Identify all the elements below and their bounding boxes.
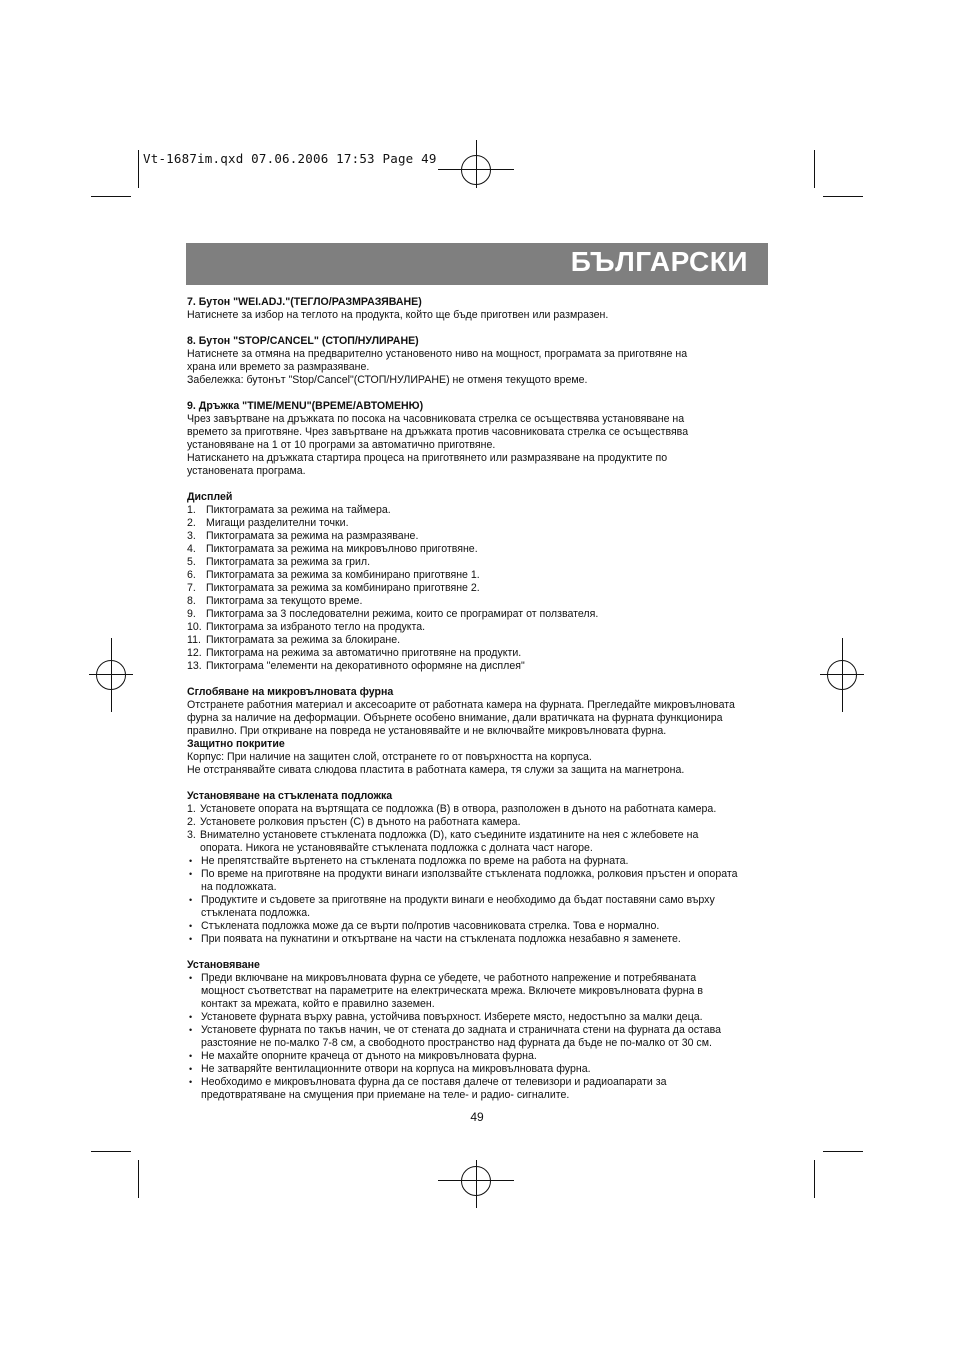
bullet-item: • Не затваряйте вентилационните отвори на корпуса на микровълновата фурна. (189, 1063, 591, 1075)
list-item: 3. Внимателно установете стъклената подложка (D), като съедините издатините на нея с жлебовете на опората. Никога не установявайте стъклената подложка с долната част нагоре. (187, 829, 699, 854)
paragraph: Чрез завъртване на дръжката по посока на часовниковата стрелка се осъществява установяване на (187, 413, 685, 425)
list-item: 2. Установете ролковия пръстен (C) в дъното на работната камера. (187, 816, 521, 828)
bullet-item: • Продуктите и съдовете за приготвяне на продукти винаги е необходимо да бъдат поставяни само върху стъклената подложка. (189, 894, 715, 919)
paragraph: Отстранете работния материал и аксесоарите от работната камера на фурната. Прегледайте микровълновата (187, 699, 735, 711)
bullet-item: • Не махайте опорните крачеца от дъното на микровълновата фурна. (189, 1050, 537, 1062)
paragraph: фурна за наличие на деформации. Обърнете особено внимание, дали вратичката на фурната функционира (187, 712, 723, 724)
paragraph: установената програма. (187, 465, 306, 477)
paragraph: Не отстранявайте сивата слюдова пластита в работната камера, тя служи за защита на магнетрона. (187, 764, 685, 776)
file-slug: Vt-1687im.qxd 07.06.2006 17:53 Page 49 (143, 151, 437, 166)
paragraph: Натискането на дръжката стартира процеса на приготвянето или размразяване на продуктите по (187, 452, 668, 464)
bullet-item: • При появата на пукнатини и откъртване на части на стъклената подложка незабавно я заменете. (189, 933, 681, 945)
section-heading: Установяване (187, 959, 260, 971)
list-item: 9. Пиктограма за 3 последователни режима, които се програмират от ползвателя. (187, 608, 599, 620)
section-heading: 7. Бутон "WEI.ADJ."(ТЕГЛО/РАЗМРАЗЯВАНЕ) (187, 296, 422, 308)
section-heading: Установяване на стъклената подложка (187, 790, 393, 802)
list-item: 1. Установете опората на въртящата се подложка (B) в отвора, разположен в дъното на работната камера. (187, 803, 717, 815)
bullet-item: • Не препятствайте въртенето на стъклената подложка по време на работа на фурната. (189, 855, 629, 867)
language-title: БЪЛГАРСКИ (570, 246, 748, 277)
list-item: 11. Пиктограмата за режима за блокиране. (187, 634, 401, 646)
list-item: 10. Пиктограма за избраното тегло на продукта. (187, 621, 426, 633)
list-item: 13. Пиктограма "елементи на декоративното оформяне на дисплея" (187, 660, 525, 672)
bullet-item: • Установете фурната върху равна, устойчива повърхност. Изберете място, недостъпно за малки деца. (189, 1011, 703, 1023)
section-heading: 8. Бутон "STOP/CANCEL" (СТОП/НУЛИРАНЕ) (187, 335, 419, 347)
bullet-item: • Преди включване на микровълновата фурна се убедете, че работното напрежение и потребяваната мощност съответстват на параметрите на електрическата мрежа. Включете микровълновата фурна в контакт за мрежата, който е правилно заземен. (189, 972, 704, 1010)
list-item: 5. Пиктограмата за режима за грил. (187, 556, 371, 568)
section-heading: 9. Дръжка "TIME/MENU"(ВРЕМЕ/АВТОМЕНЮ) (187, 400, 424, 412)
list-item: 8. Пиктограма за текущото време. (187, 595, 363, 607)
display-list (187, 504, 767, 673)
list-item: 6. Пиктограмата за режима за комбинирано приготвяне 1. (187, 569, 480, 581)
paragraph: храна или времето за размразяване. (187, 361, 370, 373)
paragraph: правилно. При откриване на повреда не установявайте и не включвайте микровълновата фурна. (187, 725, 667, 737)
list-item: 2. Мигащи разделителни точки. (187, 517, 349, 529)
page-content (187, 296, 767, 1102)
section-heading: Дисплей (187, 491, 233, 503)
bullet-item: • Установете фурната по такъв начин, че от стената до задната и страничната стени на фурната да остава разстояние не по-малко 7-8 см, а свободното пространство над фурната да бъде не по-малко от 30 см. (189, 1024, 722, 1049)
list-item: 7. Пиктограмата за режима за комбинирано приготвяне 2. (187, 582, 480, 594)
paragraph: Натиснете за избор на теглото на продукта, който ще бъде приготвен или размразен. (187, 309, 609, 321)
language-header-bar (186, 243, 768, 285)
list-item: 3. Пиктограмата за режима на размразяване. (187, 530, 419, 542)
note: Забележка: бутонът "Stop/Cancel"(СТОП/НУЛИРАНЕ) не отменя текущото време. (187, 374, 588, 386)
paragraph: Корпус: При наличие на защитен слой, отстранете го от повърхността на корпуса. (187, 751, 592, 763)
bullet-item: • По време на приготвяне на продукти винаги използвайте стъклената подложка, ролковия пръстен и опората на подложката. (189, 868, 738, 893)
list-item: 1. Пиктограмата за режима на таймера. (187, 504, 391, 516)
paragraph: Натиснете за отмяна на предварително установеното ниво на мощност, програмата за приготвяне на (187, 348, 688, 360)
sub-heading: Защитно покритие (187, 738, 285, 750)
list-item: 4. Пиктограмата за режима на микровълново приготвяне. (187, 543, 478, 555)
bullet-item: • Необходимо е микровълновата фурна да се поставя далече от телевизори и радиоапарати за предотвратяване на смущения при приемане на теле- и радио- сигналите. (189, 1076, 667, 1101)
paragraph: времето за приготвяне. Чрез завъртване на дръжката против часовниковата стрелка се осъществява (187, 426, 689, 438)
paragraph: установяване на 1 от 10 програми за автоматично приготвяне. (187, 439, 496, 451)
bullet-item: • Стъклената подложка може да се върти по/против часовниковата стрелка. Това е нормално. (189, 920, 660, 932)
section-heading: Сглобяване на микровълновата фурна (187, 686, 394, 698)
list-item: 12. Пиктограма на режима за автоматично приготвяне на продукти. (187, 647, 522, 659)
page-number: 49 (470, 1110, 484, 1124)
